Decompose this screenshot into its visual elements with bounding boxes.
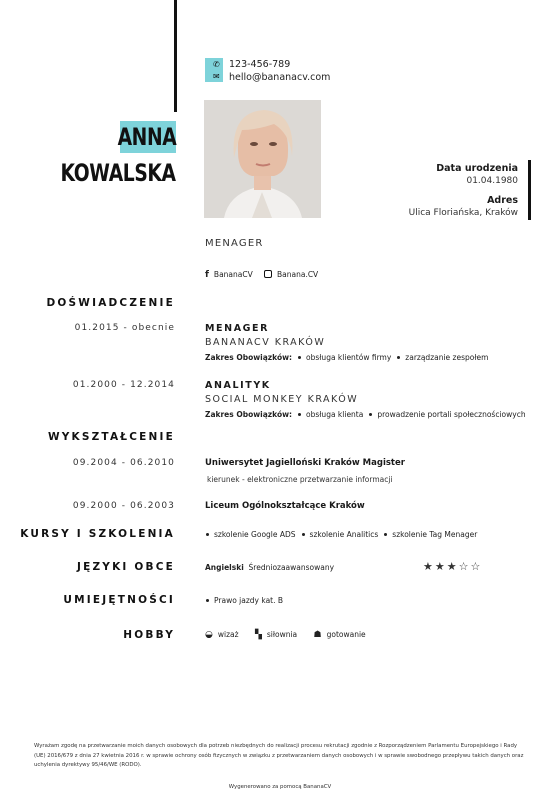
hobby-label: gotowanie (326, 630, 366, 639)
address-value: Ulica Floriańska, Kraków (408, 208, 518, 218)
section-hobby: HOBBY (123, 629, 175, 641)
duty-item: zarządzanie zespołem (405, 353, 489, 362)
current-position: MENAGER (205, 238, 264, 249)
first-name: ANNA (117, 123, 176, 151)
experience-1-duties (205, 353, 488, 362)
section-skills: UMIEJĘTNOŚCI (63, 594, 175, 606)
facebook-icon: f (205, 270, 209, 280)
hobby-item (205, 630, 239, 640)
course-item: szkolenie Google ADS (214, 530, 296, 539)
left-divider-line (174, 0, 177, 112)
instagram-link[interactable] (264, 270, 318, 279)
gdpr-consent: Wyrażam zgodę na przetwarzanie moich danych osobowych dla potrzeb niezbędnych do realizacji procesu rekrutacji zgodnie z Rozporządzeniem Parlamentu Europejskiego i Rady (UE) 2016/679 z dnia 27 kwietnia 2016 r. w sprawie ochrony osób fizycznych w związku z przetwarzaniem danych osobowych i w sprawie swobodnego przepływu takich danych oraz uchylenia dyrektywy 95/46/WE (RODO). (34, 743, 524, 768)
duty-item: obsługa klienta (306, 410, 364, 419)
facebook-handle: BananaCV (213, 270, 253, 279)
section-courses: KURSY I SZKOLENIA (20, 528, 175, 540)
generated-by: Wygenerowano za pomocą BananaCV (228, 784, 332, 790)
education-2-dates: 09.2000 - 06.2003 (72, 501, 175, 511)
language-level: Średniozaawansowany (248, 563, 335, 572)
section-education: WYKSZTAŁCENIE (47, 431, 175, 443)
mail-icon: ✉ (213, 72, 220, 81)
last-name: KOWALSKA (60, 159, 176, 187)
education-1-school: Uniwersytet Jagielloński Kraków Magister (205, 458, 405, 468)
facebook-link[interactable] (205, 270, 253, 280)
experience-2-dates: 01.2000 - 12.2014 (72, 380, 175, 390)
education-2-school: Liceum Ogólnokształcące Kraków (205, 501, 365, 511)
section-languages: JĘZYKI OBCE (76, 561, 175, 573)
skill-item: Prawo jazdy kat. B (214, 596, 284, 605)
hobby-item (314, 630, 366, 640)
language-name: Angielski (205, 563, 244, 572)
birth-date-label: Data urodzenia (436, 163, 518, 174)
birth-date-value: 01.04.1980 (466, 176, 518, 186)
experience-2-duties (205, 410, 526, 419)
course-item: szkolenie Tag Menager (392, 530, 478, 539)
duties-label: Zakres Obowiązków: (205, 353, 293, 362)
education-1-dates: 09.2004 - 06.2010 (72, 458, 175, 468)
education-1-detail: kierunek - elektroniczne przetwarzanie informacji (207, 475, 393, 484)
chef-hat-icon: ☗ (313, 630, 322, 640)
hobby-item (255, 630, 297, 640)
profile-photo (204, 100, 321, 218)
course-item: szkolenie Analitics (309, 530, 379, 539)
courses-list (200, 530, 477, 539)
language-row (205, 563, 334, 572)
experience-1-dates: 01.2015 - obecnie (74, 323, 175, 333)
address-label: Adres (487, 195, 518, 206)
dumbbell-icon: ▚ (254, 630, 262, 640)
instagram-handle: Banana.CV (277, 270, 319, 279)
experience-2-company: SOCIAL MONKEY KRAKÓW (205, 394, 359, 405)
experience-1-company: BANANACV KRAKÓW (205, 337, 326, 348)
makeup-icon: ◒ (205, 630, 213, 640)
duty-item: obsługa klientów firmy (306, 353, 392, 362)
skills-list (200, 596, 283, 605)
hobby-label: wizaż (217, 630, 239, 639)
duties-label: Zakres Obowiązków: (205, 410, 293, 419)
language-rating-stars: ★★★☆☆ (423, 560, 483, 573)
email-address: hello@bananacv.com (229, 72, 331, 83)
hobby-list (205, 630, 380, 640)
right-divider-line (528, 160, 531, 220)
section-experience: DOŚWIADCZENIE (46, 297, 175, 309)
experience-1-title: MENAGER (205, 323, 270, 334)
phone-number: 123-456-789 (229, 59, 291, 70)
hobby-label: siłownia (266, 630, 298, 639)
phone-icon: ✆ (213, 60, 220, 69)
instagram-icon (264, 270, 272, 278)
experience-2-title: ANALITYK (205, 380, 271, 391)
duty-item: prowadzenie portali społecznościowych (377, 410, 526, 419)
